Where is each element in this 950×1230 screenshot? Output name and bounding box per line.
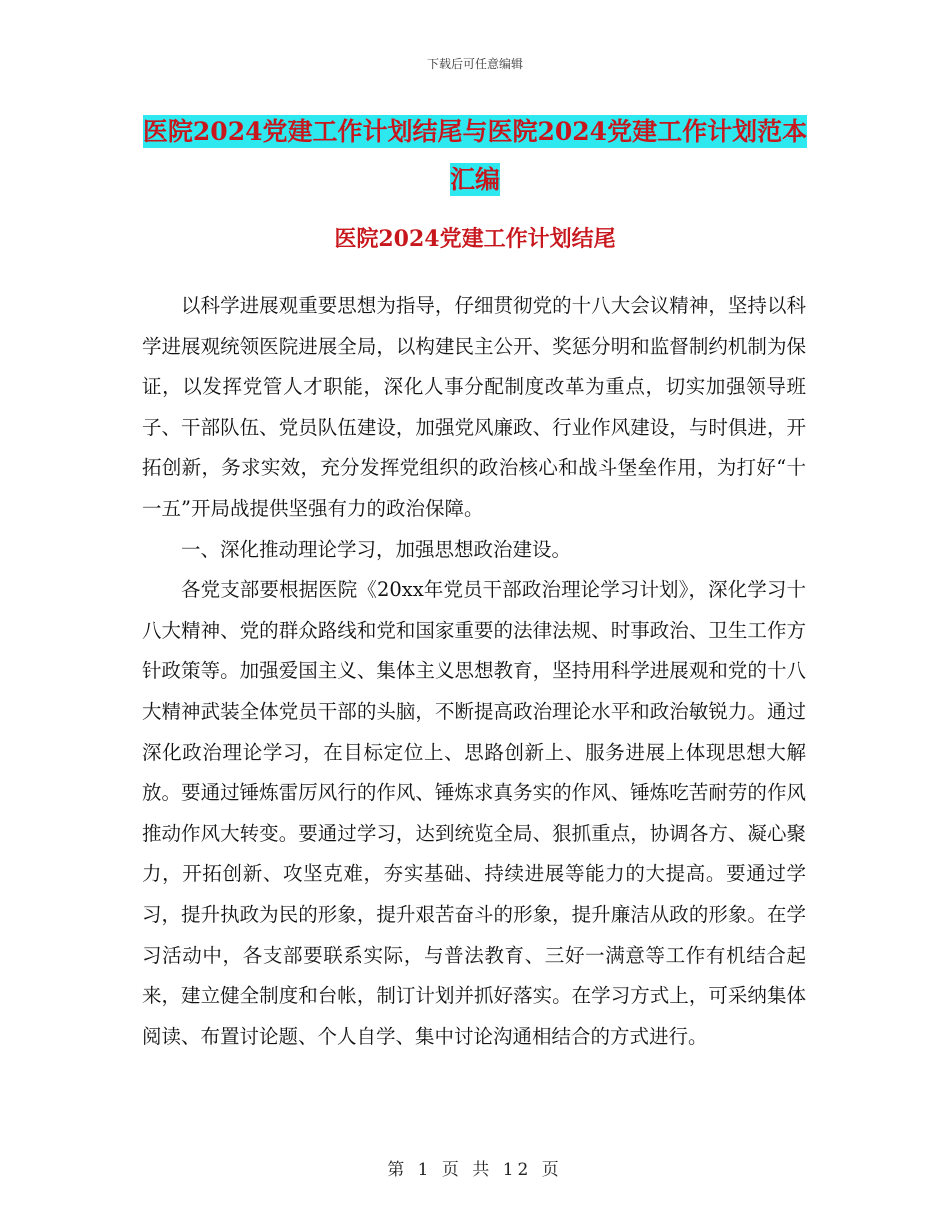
section-title: 医院2024党建工作计划结尾: [334, 226, 616, 252]
body-paragraph: 以科学进展观重要思想为指导，仔细贯彻党的十八大会议精神，坚持以科学进展观统领医院进展全局，以构建民主公开、奖惩分明和监督制约机制为保证，以发挥党管人才职能，深化人事分配制度改革为重点，切实加强领导班子、干部队伍、党员队伍建设，加强党风廉政、行业作风建设，与时俱进，开拓创新，务求实效，充分发挥党组织的政治核心和战斗堡垒作用，为打好“十一五”开局战提供坚强有力的政治保障。: [142, 294, 806, 520]
document-title-text: 医院2024党建工作计划结尾与医院2024党建工作计划范本汇编: [142, 117, 808, 194]
document-title: [140, 108, 810, 204]
body-paragraph-heading: 一、深化推动理论学习，加强思想政治建设。: [181, 537, 572, 561]
page-number: 第 1 页 共 12 页: [387, 1160, 563, 1180]
body-paragraph: 各党支部要根据医院《20xx年党员干部政治理论学习计划》，深化学习十八大精神、党的群众路线和党和国家重要的法律法规、时事政治、卫生工作方针政策等。加强爱国主义、集体主义思想教育，坚持用科学进展观和党的十八大精神武装全体党员干部的头脑，不断提高政治理论水平和政治敏锐力。通过深化政治理论学习，在目标定位上、思路创新上、服务进展上体现思想大解放。要通过锤炼雷厉风行的作风、锤炼求真务实的作风、锤炼吃苦耐劳的作风推动作风大转变。要通过学习，达到统览全局、狠抓重点，协调各方、凝心聚力，开拓创新、攻坚克难，夯实基础、持续进展等能力的大提高。要通过学习，提升执政为民的形象，提升艰苦奋斗的形象，提升廉洁从政的形象。在学习活动中，各支部要联系实际，与普法教育、三好一满意等工作有机结合起来，建立健全制度和台帐，制订计划并抓好落实。在学习方式上，可采纳集体阅读、布置讨论题、个人自学、集中讨论沟通相结合的方式进行。: [142, 578, 806, 1048]
document-body: [142, 286, 806, 1057]
page-header-note: 下载后可任意编辑: [426, 57, 523, 71]
